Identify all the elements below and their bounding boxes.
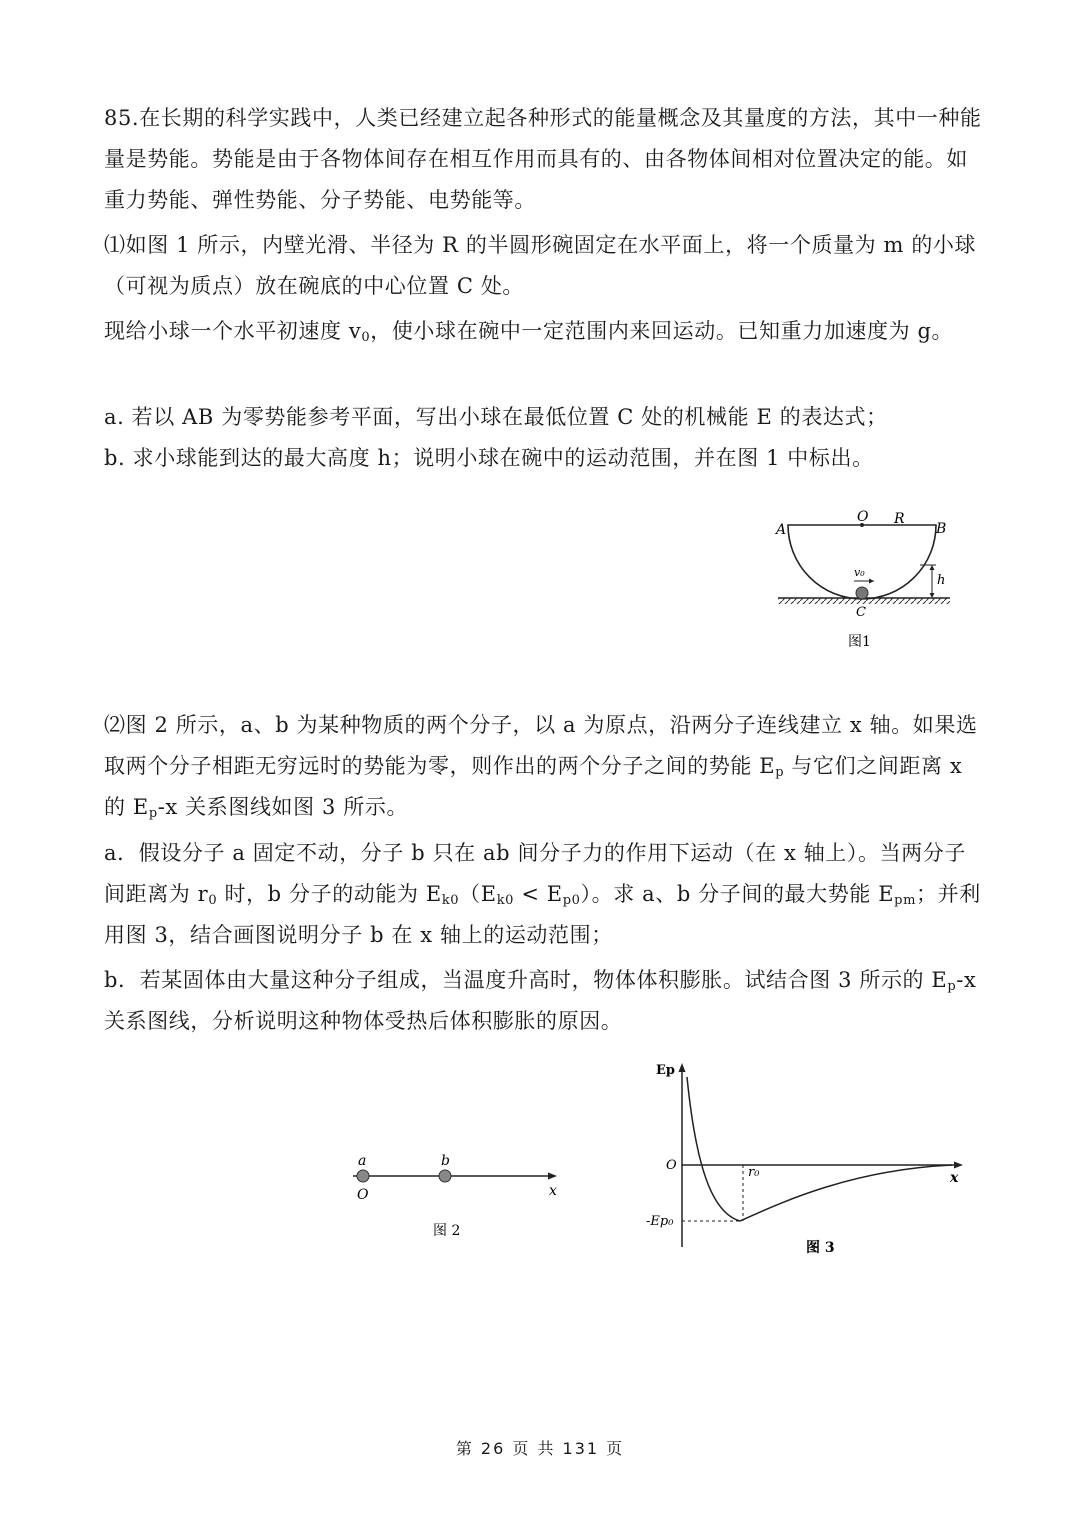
molecule-b (439, 1170, 451, 1182)
ep-axis-arrow (679, 1063, 686, 1072)
velocity-arrowhead (869, 579, 874, 584)
part1-condition: 现给小球一个水平初速度 $v_0$，使小球在碗中一定范围内来回运动。已知重力加速度为 g。 (104, 319, 954, 345)
label-o: O (666, 1158, 677, 1173)
label-x: x (549, 1183, 557, 1199)
label-a: a (358, 1153, 367, 1169)
label-o: O (357, 1187, 369, 1203)
molecule-a (357, 1170, 369, 1182)
label-v0: v₀ (854, 566, 865, 579)
x-axis-arrow (548, 1173, 557, 1180)
label-c: C (856, 605, 866, 620)
ep-curve (687, 1077, 952, 1221)
figure-3-ep-x-graph (640, 1055, 970, 1264)
figure-3-svg (640, 1055, 970, 1260)
part2-setup: ⑵图 2 所示，a、b 为某种物质的两个分子，以 a 为原点，沿两分子连线建立 x 轴。如果选取两个分子相距无穷远时的势能为零，则作出的两个分子之间的势能 $E_p$ 与它们之间距离 x 的 $E_p-x$ 关系图线如图 3 所示。 (104, 713, 978, 821)
part1-question-b: b. 求小球能到达的最大高度 h；说明小球在碗中的运动范围，并在图 1 中标出。 (104, 446, 874, 470)
height-arrow-bottom (930, 593, 935, 598)
label-minus-ep0: -Ep₀ (646, 1214, 674, 1229)
question-intro: 85.在长期的科学实践中，人类已经建立起各种形式的能量概念及其量度的方法，其中一种能量是势能。势能是由于各物体间存在相互作用而具有的、由各物体间相对位置决定的能。如重力势能、弹性势能、分子势能、电势能等。 (104, 106, 982, 212)
figure-1-svg (770, 505, 960, 655)
label-ep: Ep (656, 1063, 675, 1078)
height-arrow-top (930, 565, 935, 570)
part2-question-b: b．若某固体由大量这种分子组成，当温度升高时，物体体积膨胀。试结合图 3 所示的 $E_p-x$ 关系图线，分析说明这种物体受热后体积膨胀的原因。 (104, 968, 977, 1033)
label-b: B (936, 521, 947, 537)
figure-3-caption: 图 3 (806, 1240, 835, 1256)
label-r: R (894, 511, 905, 527)
figure-1-caption: 图1 (848, 634, 871, 650)
figure-2-molecules (345, 1145, 575, 1254)
label-o: O (857, 509, 869, 525)
figure-1-bowl (770, 505, 960, 659)
part1-question-a: a. 若以 AB 为零势能参考平面，写出小球在最低位置 C 处的机械能 E 的表达式； (104, 405, 888, 429)
ball (856, 587, 868, 599)
figure-2-svg (345, 1145, 575, 1250)
figure-2-caption: 图 2 (433, 1223, 461, 1239)
page-number-footer: 第 26 页 共 131 页 (455, 1439, 625, 1458)
label-h: h (937, 573, 946, 588)
part2-question-a: a．假设分子 a 固定不动，分子 b 只在 ab 间分子力的作用下运动（在 x 轴上）。当两分子间距离为 $r_0$ 时，b 分子的动能为 $E_{k0}(E_{k0} < E_{p0})$。求 a、b 分子间的最大势能 $E_{pm}$；并利用图 3，结合画图说明分子 b 在 x 轴上的运动范围； (104, 841, 981, 947)
label-a: A (776, 522, 787, 538)
part1-setup: ⑴如图 1 所示，内壁光滑、半径为 R 的半圆形碗固定在水平面上，将一个质量为 m 的小球（可视为质点）放在碗底的中心位置 C 处。 (104, 233, 977, 298)
label-x: x (950, 1170, 959, 1186)
label-r0: r₀ (748, 1165, 760, 1180)
label-b: b (441, 1153, 450, 1169)
x-axis-arrow (954, 1162, 963, 1169)
